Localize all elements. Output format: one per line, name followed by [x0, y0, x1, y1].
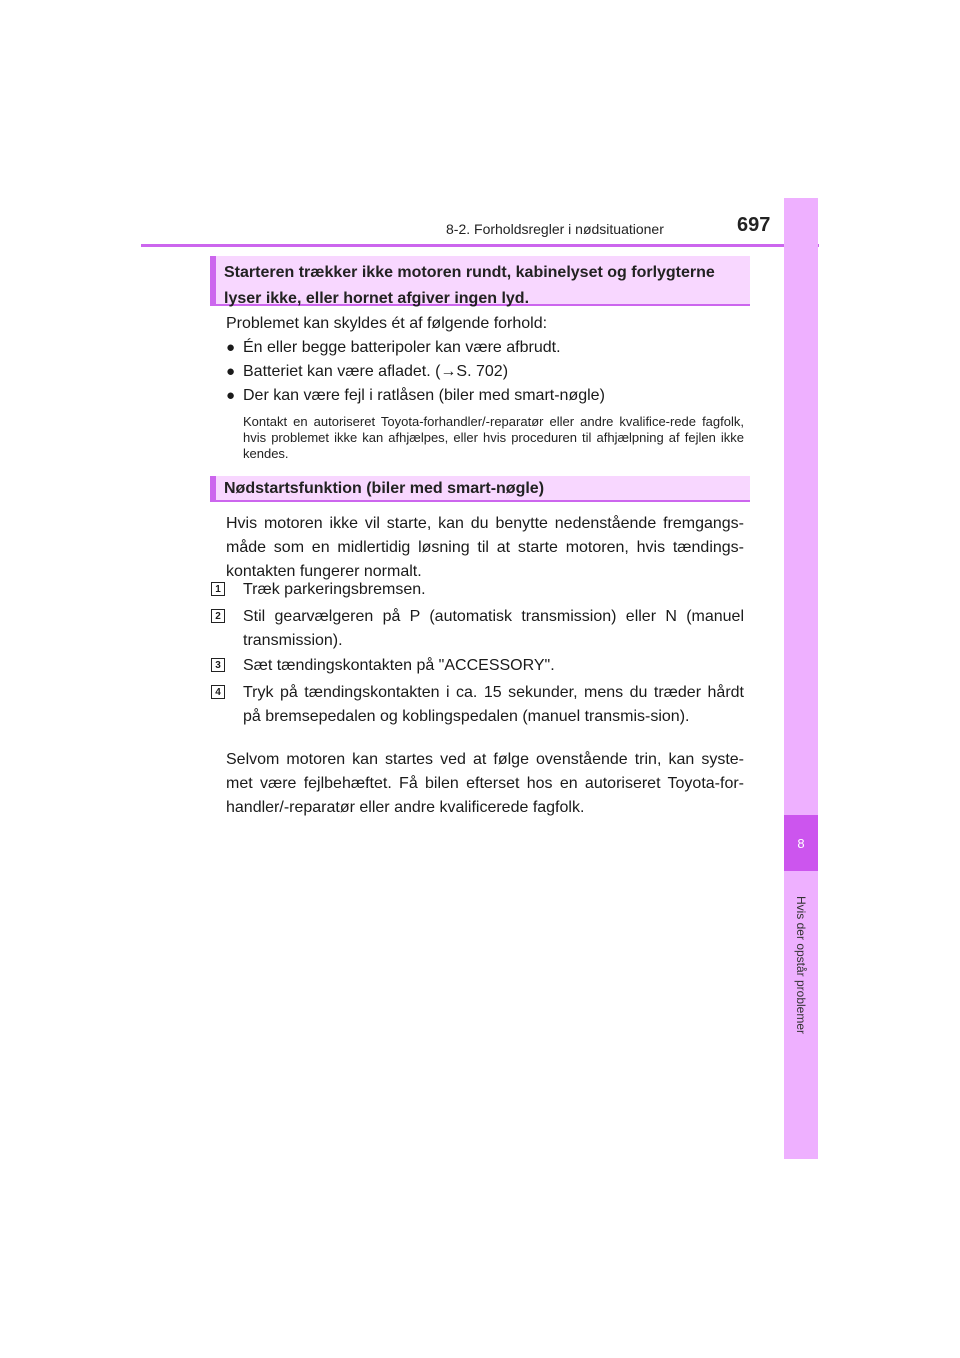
note-text: Kontakt en autoriseret Toyota-forhandler/-reparatør eller andre kvalifice-rede fagfolk, hvis problemet ikke kan afhjælpes, eller hvis proceduren til afhjælpning af fejlen ikke kendes.: [243, 414, 744, 461]
list-item: [226, 384, 746, 408]
bullet-text: Der kan være fejl i ratlåsen (biler med smart-nøgle): [243, 387, 605, 404]
bullet-text: Én eller begge batteripoler kan være afbrudt.: [243, 339, 561, 356]
chapter-label: Hvis der opstår problemer: [794, 895, 808, 1035]
bullet-icon: ●: [226, 387, 236, 404]
header-divider: [141, 244, 819, 247]
step-number-box: 3: [211, 658, 225, 672]
bullet-text: Batteriet kan være afladet. (→S. 702): [243, 363, 509, 380]
step-text: Tryk på tændingskontakten i ca. 15 sekunder, mens du træder hårdt på bremsepedalen og koblingspedalen (manuel transmis-sion).: [243, 684, 744, 725]
bullet-icon: ●: [226, 363, 236, 380]
list-item: [226, 336, 746, 360]
step-text: Træk parkeringsbremsen.: [243, 581, 426, 598]
section-heading-emergency-start: Nødstartsfunktion (biler med smart-nøgle): [210, 476, 750, 502]
chapter-number-box: [784, 815, 818, 871]
intro-text: Hvis motoren ikke vil starte, kan du benytte nedenstående fremgangs-måde som en midlertidig løsning til at starte motoren, hvis tændings-kontakten fungerer normalt.: [226, 515, 744, 580]
step-number-box: 1: [211, 582, 225, 596]
list-item: [226, 360, 746, 384]
step-number-box: 2: [211, 609, 225, 623]
intro-text: Problemet kan skyldes ét af følgende forhold:: [226, 315, 548, 332]
step-number-box: 4: [211, 685, 225, 699]
closing-text: Selvom motoren kan startes ved at følge ovenstående trin, kan syste-met være fejlbehæftet. Få bilen efterset hos en autoriseret Toyota-for-handler/-reparatør eller andre kvalificerede fagfolk.: [226, 751, 744, 816]
step-text: Stil gearvælgeren på P (automatisk transmission) eller N (manuel transmission).: [243, 608, 744, 649]
page-number: 697: [737, 214, 771, 236]
section-heading-starter: Starteren trækker ikke motoren rundt, kabinelyset og forlygterne lyser ikke, eller hornet afgiver ingen lyd.: [210, 256, 750, 306]
bullet-icon: ●: [226, 339, 236, 356]
section-title: 8-2. Forholdsregler i nødsituationer: [446, 221, 664, 237]
step-text: Sæt tændingskontakten på "ACCESSORY".: [243, 657, 555, 674]
chapter-number: 8: [797, 835, 805, 851]
